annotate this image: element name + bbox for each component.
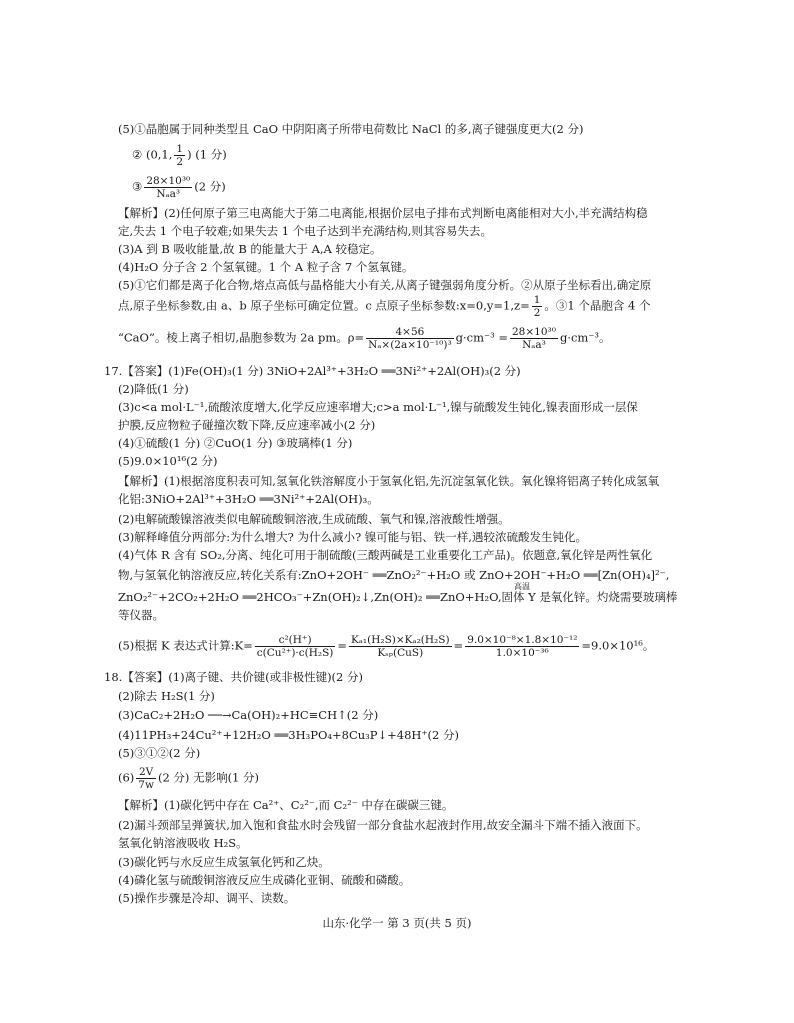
answer-5-3: ③ $\frac{\text{28×10³⁰}}{\text{Nₐa³}}$ (2 分): [132, 175, 226, 200]
page-footer: 山东·化学一 第 3 页(共 5 页): [322, 916, 472, 930]
answer-5-2: ② (0,1, $\frac{1}{2}$ ) (1 分): [132, 143, 227, 168]
question-18-part-6: (6) $\frac{2V}{7w}$ (2 分) 无影响(1 分): [118, 766, 260, 791]
analysis-17-line-9: (5)根据 K 表达式计算:K= $\frac{\text{c²(H⁺)}}{\text{c(Cu²⁺)·c(H₂S)}}$ = $\frac{\text{Kₐ₁(H₂S)×Kₐ₂(H₂S)}}{\text{Kₛₚ(CuS)}}$ = $\frac{\text{9.0×10⁻⁸×1.8×10⁻¹²}}{\text{1.0×10⁻³⁶}}$ =9.0×10¹⁶。: [118, 634, 655, 659]
analysis-16-line-5: (5)①它们都是离子化合物,熔点高低与晶格能大小有关,从离子键强弱角度分析。②从原子坐标看出,确定原: [118, 278, 652, 292]
fraction: $\frac{\text{Kₐ₁(H₂S)×Kₐ₂(H₂S)}}{\text{Kₛₚ(CuS)}}$: [351, 634, 450, 659]
fraction: $\frac{\text{9.0×10⁻⁸×1.8×10⁻¹²}}{\text{1.0×10⁻³⁶}}$: [467, 634, 578, 659]
analysis-17-line-8: 等仪器。: [118, 608, 164, 622]
analysis-17-line-7: ZnO₂²⁻+2CO₂+2H₂O ══2HCO₃⁻+Zn(OH)₂↓,Zn(OH)₂ ══ZnO+H₂O,固体 Y 是氧化锌。灼烧需要玻璃棒: [118, 590, 678, 604]
analysis-16-line-4: (4)H₂O 分子含 2 个氢氧键。1 个 A 粒子含 7 个氢氧键。: [118, 260, 414, 274]
analysis-18-line-2: (2)漏斗颈部呈弹簧状,加入饱和食盐水时会残留一部分食盐水起液封作用,故安全漏斗下端不插入液面下。: [118, 818, 648, 832]
analysis-18-line-3: 氢氧化钠溶液吸收 H₂S。: [118, 836, 248, 850]
question-18-answer: 18.【答案】(1)离子键、共价键(或非极性键)(2 分): [104, 670, 363, 684]
question-17-answer: 17.【答案】(1)Fe(OH)₃(1 分) 3NiO+2Al³⁺+3H₂O ══3Ni²⁺+2Al(OH)₃(2 分): [104, 364, 521, 378]
fraction: $\frac{\text{28×10³⁰}}{\text{Nₐa³}}$: [512, 326, 556, 351]
analysis-16-line-3: (3)A 到 B 吸收能量,故 B 的能量大于 A,A 较稳定。: [118, 242, 382, 256]
fraction: $\frac{1}{2}$: [533, 294, 541, 319]
analysis-18-line-5: (4)磷化氢与硫酸铜溶液反应生成磷化亚铜、硫酸和磷酸。: [118, 873, 411, 887]
answer-5-1: (5)①晶胞属于同种类型且 CaO 中阴阳离子所带电荷数比 NaCl 的多,离子键强度更大(2 分): [118, 122, 584, 136]
fraction: $\frac{1}{2}$: [176, 143, 184, 168]
question-17-part-2: (2)降低(1 分): [118, 382, 189, 396]
fraction: $\frac{4\times 56}{\text{Nₐ×(2a×10⁻¹⁰)³}}$: [368, 326, 452, 351]
analysis-16-line-7: “CaO”。棱上离子相切,晶胞参数为 2a pm。ρ= $\frac{4\times 56}{\text{Nₐ×(2a×10⁻¹⁰)³}}$ g·cm⁻³ = $\frac{\text{28×10³⁰}}{\text{Nₐa³}}$ g·cm⁻³。: [118, 326, 611, 351]
question-18-part-3: (3)CaC₂+2H₂O ──→Ca(OH)₂+HC≡CH↑(2 分): [118, 708, 379, 722]
fraction: $\frac{\text{c²(H⁺)}}{\text{c(Cu²⁺)·c(H₂S)}}$: [256, 634, 334, 659]
analysis-17-line-1: 【解析】(1)根据溶度积表可知,氢氧化铁溶解度小于氢氧化铝,先沉淀氢氧化铁。氧化镍将铝离子转化成氢氧: [118, 474, 660, 488]
analysis-16-line-6: 点,原子坐标参数,由 a、b 原子坐标可确定位置。c 点原子坐标参数:x=0,y=1,z= $\frac{1}{2}$ 。③1 个晶胞含 4 个: [118, 294, 651, 319]
analysis-16-line-1: 【解析】(2)任何原子第三电离能大于第二电离能,根据价层电子排布式判断电离能相对大小,半充满结构稳: [118, 206, 648, 220]
analysis-18-line-6: (5)操作步骤是冷却、调平、读数。: [118, 891, 296, 905]
analysis-17-line-4: (3)解释峰值分两部分:为什么增大? 为什么减小? 镍可能与铝、铁一样,遇较浓硫酸发生钝化。: [118, 530, 587, 544]
analysis-17-line-3: (2)电解硫酸镍溶液类似电解硫酸铜溶液,生成硫酸、氧气和镍,溶液酸性增强。: [118, 512, 510, 526]
analysis-17-line-6: 物,与氢氧化钠溶液反应,转化关系有:ZnO+2OH⁻ ══ZnO₂²⁻+H₂O 或 ZnO+2OH⁻+H₂O ══[Zn(OH)₄]²⁻,: [118, 568, 670, 582]
question-17-part-3: (3)c<a mol·L⁻¹,硫酸浓度增大,化学反应速率增大;c>a mol·L⁻¹,镍与硫酸发生钝化,镍表面形成一层保: [118, 400, 638, 414]
fraction: $\frac{\text{28×10³⁰}}{\text{Nₐa³}}$: [146, 175, 191, 200]
question-17-part-4: (4)①硫酸(1 分) ②CuO(1 分) ③玻璃棒(1 分): [118, 436, 353, 450]
analysis-16-line-2: 定,失去 1 个电子较难;如果失去 1 个电子达到半充满结构,则其容易失去。: [118, 224, 492, 238]
question-18-part-2: (2)除去 H₂S(1 分): [118, 689, 215, 703]
question-18-part-5: (5)③①②(2 分): [118, 746, 201, 760]
analysis-18-line-4: (3)碳化钙与水反应生成氢氧化钙和乙炔。: [118, 855, 330, 869]
reaction-condition: 高温: [514, 582, 530, 591]
analysis-18-line-1: 【解析】(1)碳化钙中存在 Ca²⁺、C₂²⁻,而 C₂²⁻ 中存在碳碳三键。: [118, 798, 454, 812]
question-18-part-4: (4)11PH₃+24Cu²⁺+12H₂O ══3H₃PO₄+8Cu₃P↓+48H⁺(2 分): [118, 728, 459, 742]
question-17-part-5: (5)9.0×10¹⁶(2 分): [118, 454, 218, 468]
analysis-17-line-5: (4)气体 R 含有 SO₂,分离、纯化可用于制硫酸(三酸两碱是工业重要化工产品)。依题意,氧化锌是两性氧化: [118, 548, 653, 562]
fraction: $\frac{2V}{7w}$: [138, 766, 154, 791]
question-17-part-3b: 护膜,反应物粒子碰撞次数下降,反应速率减小(2 分): [118, 418, 376, 432]
analysis-17-line-2: 化铝:3NiO+2Al³⁺+3H₂O ══3Ni²⁺+2Al(OH)₃。: [118, 492, 379, 506]
